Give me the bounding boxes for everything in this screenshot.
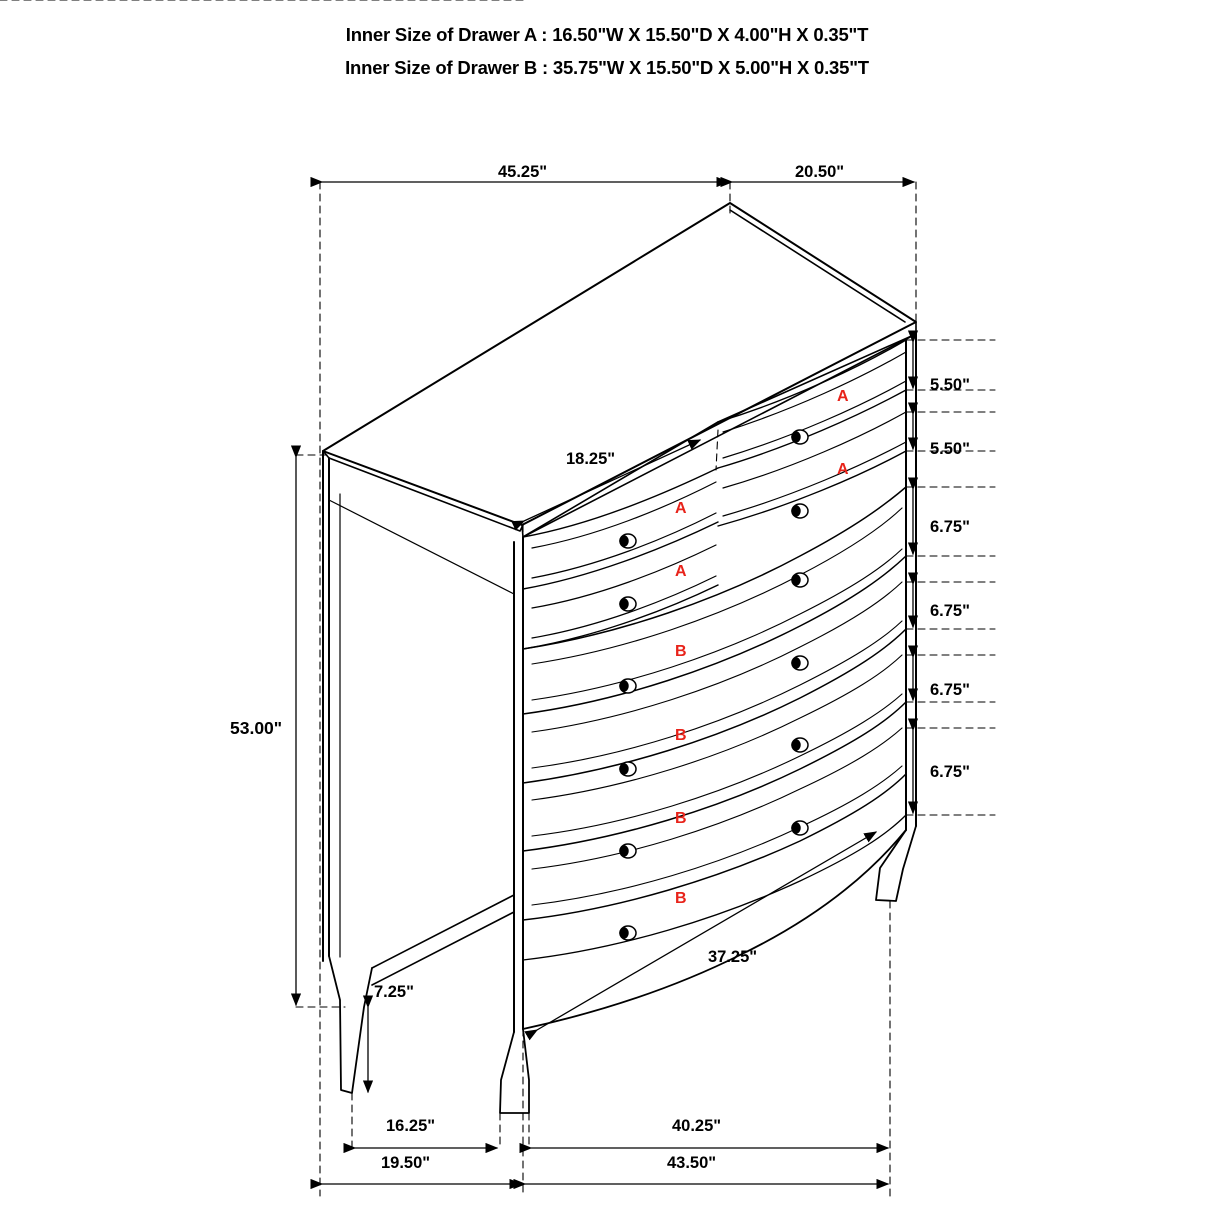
left-front-leg [500, 1029, 529, 1113]
drawer-marker-b-5: B [675, 643, 687, 660]
dim-front-lower-width [537, 832, 876, 1030]
dim-label-top-depth: 20.50" [795, 163, 845, 181]
dim-label-stack-5: 6.75" [930, 681, 970, 699]
front-bottom-right-bow [740, 830, 906, 955]
drawer-a3-bottom [523, 522, 718, 589]
dim-label-side-depth-base: 16.25" [386, 1117, 436, 1135]
drawer-b4-top-inner [532, 728, 902, 869]
drawer-a2-bottom [718, 451, 906, 526]
left-side-inner-top-line [329, 500, 514, 594]
dim-label-stack-6: 6.75" [930, 763, 970, 781]
drawer-b2-bottom-inner [532, 621, 902, 768]
drawer-b1-bottom [523, 556, 906, 714]
dim-label-side-depth-outer: 19.50" [381, 1154, 431, 1172]
drawer-b4-bottom-inner [532, 766, 902, 905]
drawer-b1-top [523, 487, 906, 649]
left-side-bottom-rail-top [372, 895, 514, 968]
drawer-b3-top-inner [532, 655, 902, 800]
header-line-drawer-a: Inner Size of Drawer A : 16.50"W X 15.50"D X 4.00"H X 0.35"T [345, 24, 869, 45]
dim-label-stack-3: 6.75" [930, 518, 970, 536]
dim-label-front-width-base: 40.25" [672, 1117, 722, 1135]
drawer-marker-b-6: B [675, 727, 687, 744]
header-line-drawer-b: Inner Size of Drawer B : 35.75"W X 15.50"D X 5.00"H X 0.35"T [345, 57, 869, 78]
dim-label-height: 53.00" [230, 718, 283, 738]
drawer-a4-bottom [523, 585, 718, 649]
drawer-marker-b-8: B [675, 890, 687, 907]
drawer-marker-b-7: B [675, 810, 687, 827]
dim-label-stack-4: 6.75" [930, 602, 970, 620]
dim-label-front-lower-width: 37.25" [708, 948, 758, 966]
drawer-b1-bottom-inner [532, 549, 902, 700]
drawer-marker-a-3: A [675, 500, 687, 517]
dim-label-front-width-outer: 43.50" [667, 1154, 717, 1172]
dim-label-stack-2: 5.50" [930, 440, 970, 458]
drawer-marker-a-4: A [675, 563, 687, 580]
right-back-leg [876, 826, 916, 901]
dim-label-stack-1: 5.50" [930, 376, 970, 394]
dim-label-leg-height: 7.25" [374, 983, 414, 1001]
left-side-bottom-rail-bottom [372, 912, 514, 985]
drawer-marker-a-2: A [837, 461, 849, 478]
drawer-b2-top-inner [532, 582, 902, 732]
left-back-leg [329, 956, 372, 1093]
dim-label-top-width: 45.25" [498, 163, 548, 181]
drawer-b3-bottom-inner [532, 694, 902, 836]
dim-label-drawer-a-width: 18.25" [566, 450, 616, 468]
drawer-marker-a-1: A [837, 388, 849, 405]
